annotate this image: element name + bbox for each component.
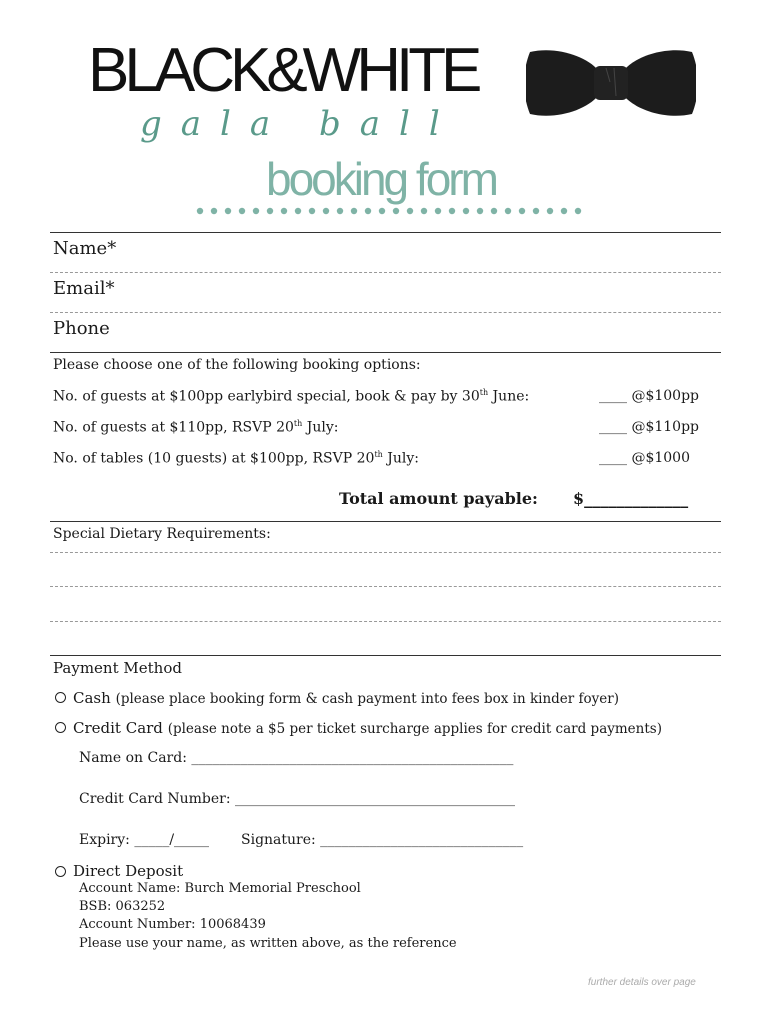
event-subtitle: gala ball — [140, 104, 459, 144]
option-row: No. of guests at $100pp earlybird special, book & pay by 30th June: — [53, 388, 530, 405]
divider-dot — [463, 208, 469, 214]
bsb: BSB: 063252 — [79, 899, 166, 914]
divider-dot — [421, 208, 427, 214]
form-title: booking form — [266, 153, 496, 205]
divider-dot — [225, 208, 231, 214]
payment-method-label: Payment Method — [53, 659, 182, 677]
divider-dot — [351, 208, 357, 214]
email-field-label: Email* — [53, 278, 115, 299]
option-row: No. of tables (10 guests) at $100pp, RSVP 20th July: — [53, 450, 419, 467]
account-name: Account Name: Burch Memorial Preschool — [79, 881, 361, 896]
account-number: Account Number: 10068439 — [79, 917, 266, 932]
divider-dot — [281, 208, 287, 214]
email-field-line[interactable] — [50, 312, 721, 313]
divider-dot — [211, 208, 217, 214]
reference-note: Please use your name, as written above, as the reference — [79, 936, 457, 951]
divider-dot — [309, 208, 315, 214]
divider — [50, 232, 721, 233]
credit-card-radio[interactable] — [55, 722, 66, 733]
divider-dot — [267, 208, 273, 214]
cash-radio[interactable] — [55, 692, 66, 703]
divider-dot — [239, 208, 245, 214]
dietary-line[interactable] — [50, 552, 721, 553]
options-intro: Please choose one of the following booking options: — [53, 357, 421, 373]
divider-dot — [561, 208, 567, 214]
signature-field[interactable]: Signature: _____________________________ — [241, 832, 524, 848]
footer-note: further details over page — [588, 977, 696, 988]
divider-dot — [519, 208, 525, 214]
divider — [50, 521, 721, 522]
divider-dot — [435, 208, 441, 214]
option-price-field[interactable]: ____ @$1000 — [599, 450, 690, 466]
divider-dot — [449, 208, 455, 214]
option-price-field[interactable]: ____ @$100pp — [599, 388, 700, 404]
divider-dot — [337, 208, 343, 214]
divider-dot — [505, 208, 511, 214]
dietary-line[interactable] — [50, 586, 721, 587]
divider-dot — [295, 208, 301, 214]
divider-dot — [253, 208, 259, 214]
name-field-line[interactable] — [50, 272, 721, 273]
divider-dot — [533, 208, 539, 214]
divider-dot — [323, 208, 329, 214]
dietary-line[interactable] — [50, 621, 721, 622]
dot-divider — [196, 205, 586, 217]
card-number-field[interactable]: Credit Card Number: ________________________________________ — [79, 791, 516, 807]
total-field[interactable]: $_____________ — [573, 489, 689, 508]
phone-field-label: Phone — [53, 318, 110, 339]
direct-deposit-option: Direct Deposit — [73, 862, 184, 880]
divider-dot — [547, 208, 553, 214]
divider-dot — [477, 208, 483, 214]
credit-card-option: Credit Card (please note a $5 per ticket surcharge applies for credit card payments) — [73, 719, 662, 737]
name-field-label: Name* — [53, 238, 117, 259]
divider-dot — [407, 208, 413, 214]
divider — [50, 352, 721, 353]
direct-deposit-radio[interactable] — [55, 866, 66, 877]
divider-dot — [491, 208, 497, 214]
dietary-label: Special Dietary Requirements: — [53, 526, 271, 542]
divider-dot — [197, 208, 203, 214]
expiry-field[interactable]: Expiry: _____/_____ — [79, 832, 210, 848]
name-on-card-field[interactable]: Name on Card: ______________________________________________ — [79, 750, 514, 766]
cash-option: Cash (please place booking form & cash payment into fees box in kinder foyer) — [73, 689, 619, 707]
divider-dot — [393, 208, 399, 214]
divider-dot — [575, 208, 581, 214]
divider — [50, 655, 721, 656]
total-label: Total amount payable: — [339, 489, 538, 508]
event-title: BLACK&WHITE — [88, 36, 478, 105]
option-price-field[interactable]: ____ @$110pp — [599, 419, 700, 435]
divider-dot — [365, 208, 371, 214]
option-row: No. of guests at $110pp, RSVP 20th July: — [53, 419, 339, 436]
bowtie-logo — [526, 44, 696, 122]
divider-dot — [379, 208, 385, 214]
